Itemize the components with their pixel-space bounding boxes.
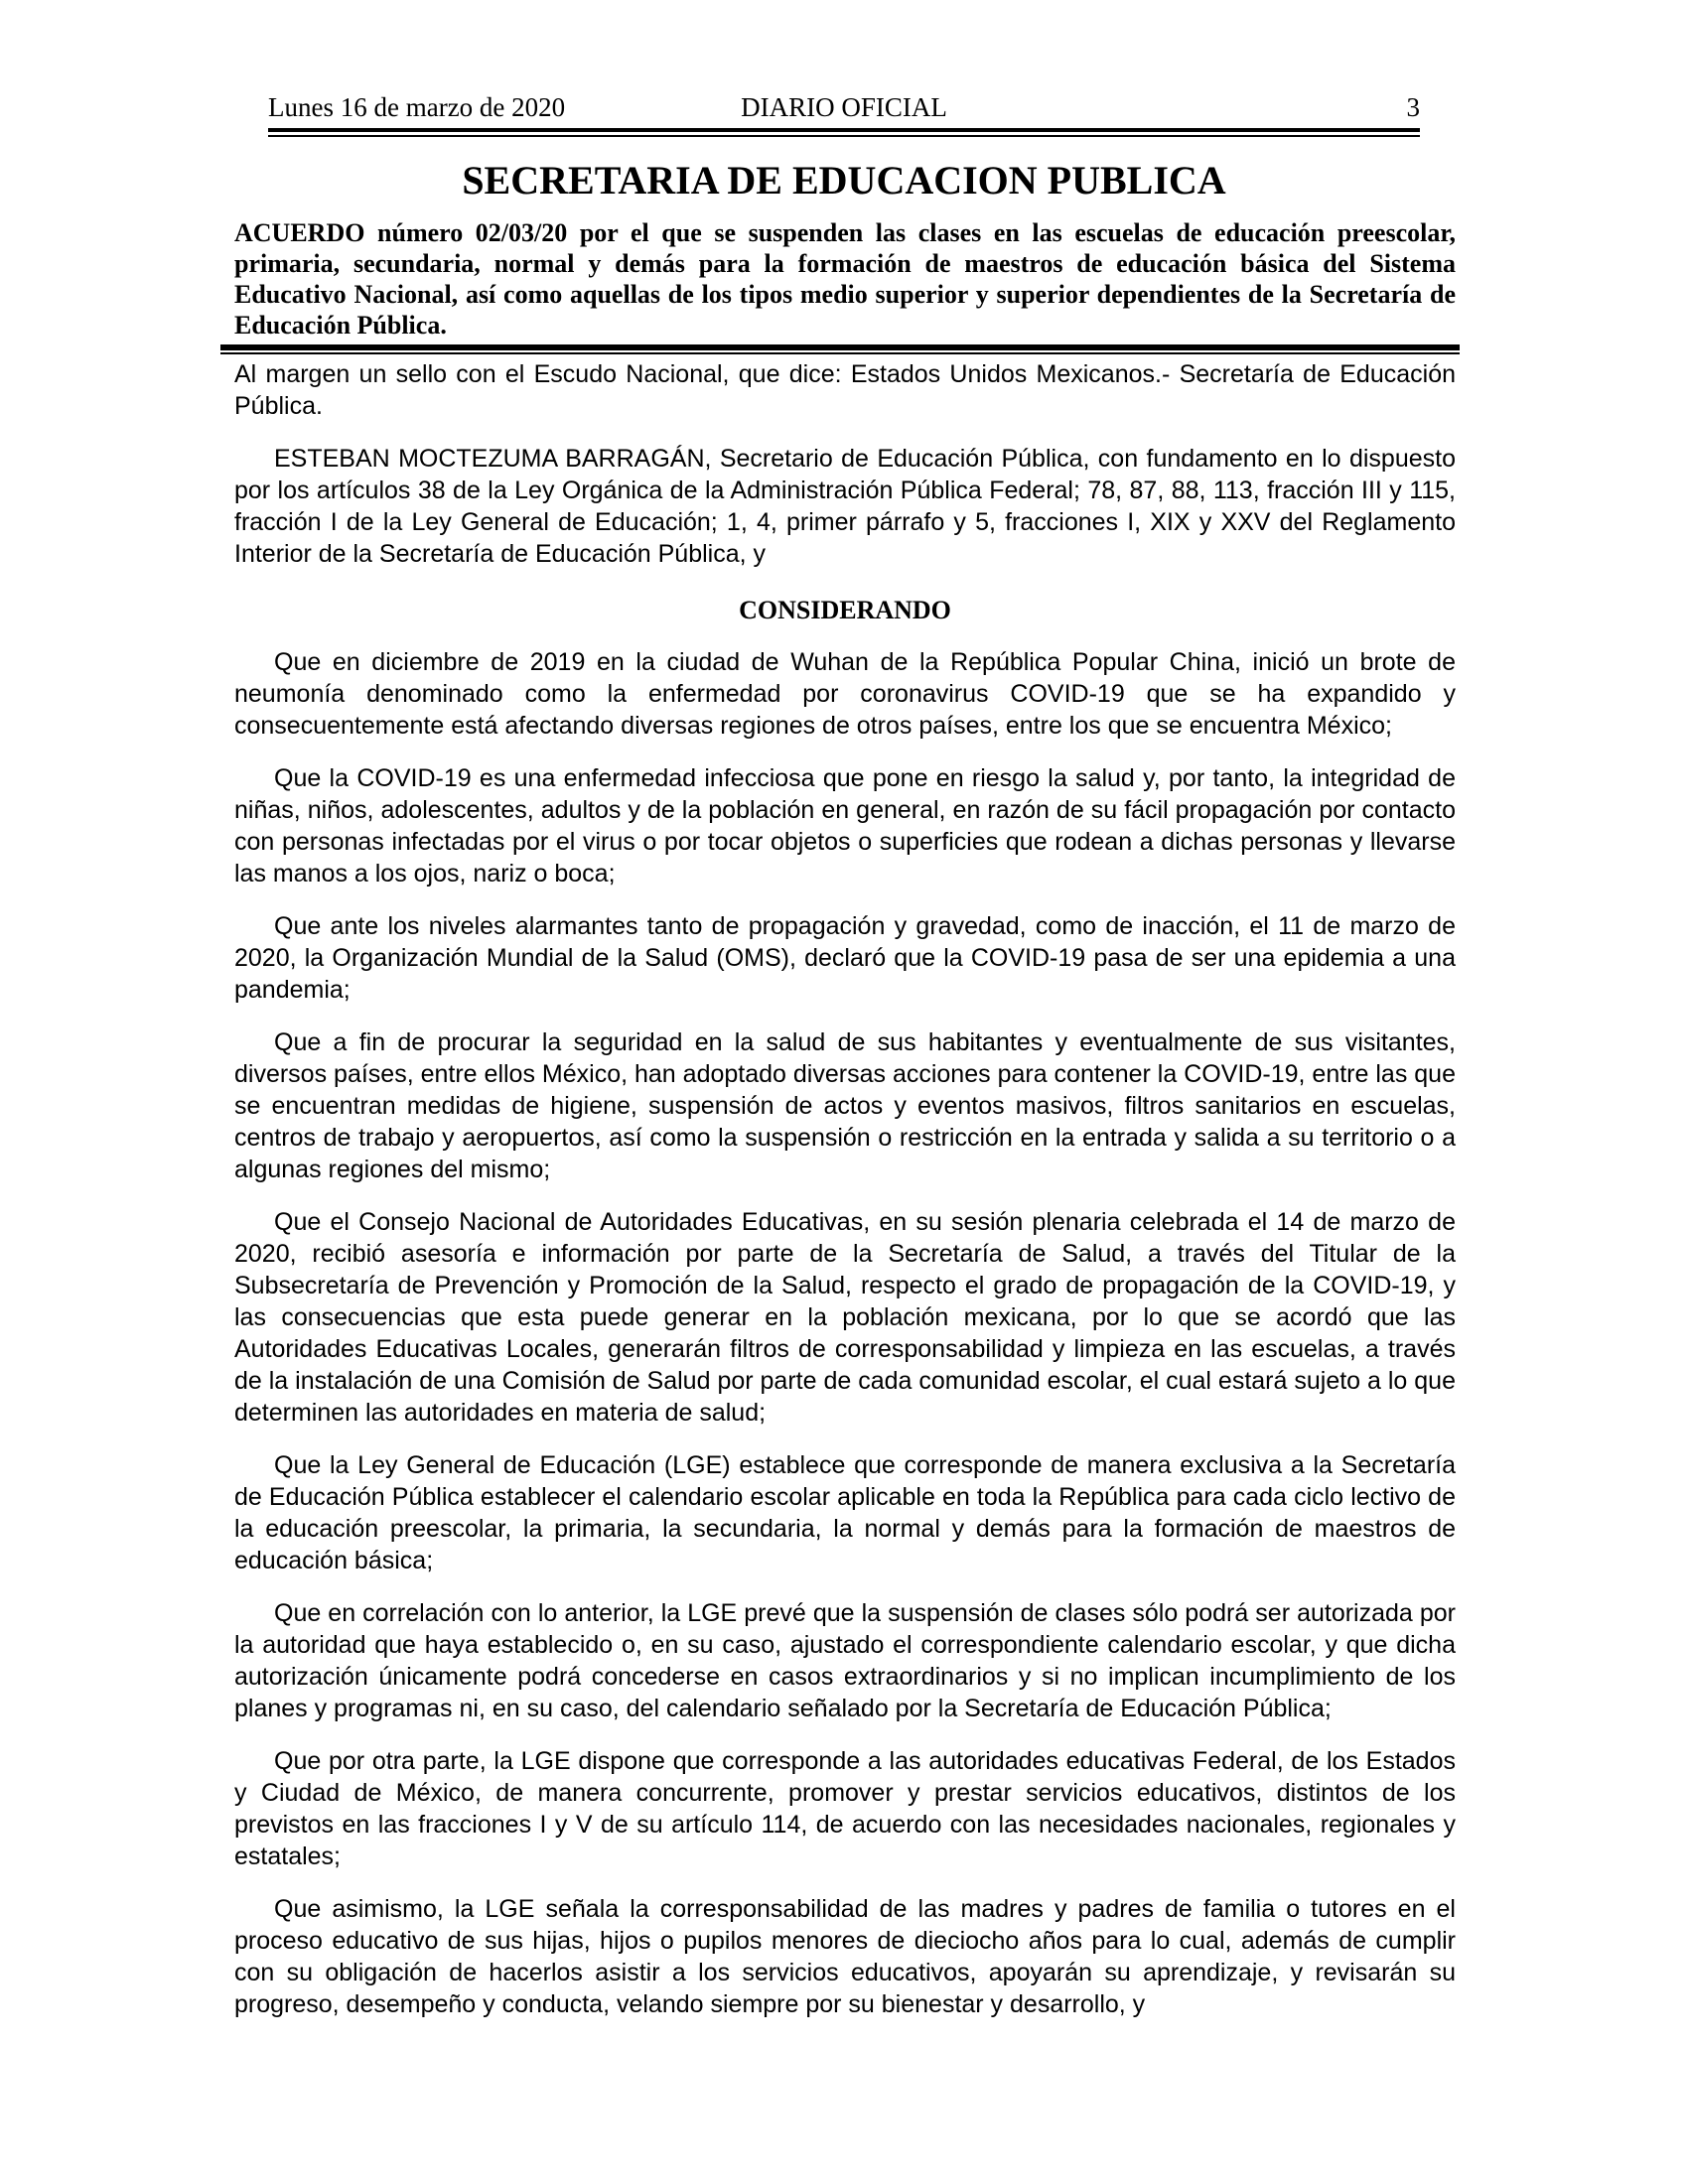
considerando-paragraph-7: Que en correlación con lo anterior, la LGE prevé que la suspensión de clases sólo podrá ser autorizada por la autoridad que haya establecido o, en su caso, ajustado el correspondiente calendario escolar, y que dicha autorización únicamente podrá concederse en casos extraordinarios y si no implican incumplimiento de los planes y programas ni, en su caso, del calendario señalado por la Secretaría de Educación Pública; <box>234 1599 1456 1722</box>
header-publication: DIARIO OFICIAL <box>741 92 947 122</box>
considerando-paragraph-3: Que ante los niveles alarmantes tanto de propagación y gravedad, como de inacción, el 11 de marzo de 2020, la Organización Mundial de la Salud (OMS), declaró que la COVID-19 pasa de ser una epidemia a una pandemia; <box>234 912 1456 1004</box>
header-date: Lunes 16 de marzo de 2020 <box>268 92 566 122</box>
considerando-paragraph-1: Que en diciembre de 2019 en la ciudad de Wuhan de la República Popular China, inició un brote de neumonía denominado como la enfermedad por coronavirus COVID-19 que se ha expandido y consecuentemente está afectando diversas regiones de otros países, entre los que se encuentra México; <box>234 648 1456 740</box>
considerando-paragraph-4: Que a fin de procurar la seguridad en la salud de sus habitantes y eventualmente de sus visitantes, diversos países, entre ellos México, han adoptado diversas acciones para contener la COVID-19, entre las que se encuentran medidas de higiene, suspensión de actos y eventos masivos, filtros sanitarios en escuelas, centros de trabajo y aeropuertos, así como la suspensión o restricción en la entrada y salida a su territorio o a algunas regiones del mismo; <box>234 1028 1456 1183</box>
considerando-paragraph-6: Que la Ley General de Educación (LGE) establece que corresponde de manera exclusiva a la Secretaría de Educación Pública establecer el calendario escolar aplicable en toda la República para cada ciclo lectivo de la educación preescolar, la primaria, la secundaria, la normal y demás para la formación de maestros de educación básica; <box>234 1451 1456 1574</box>
considerando-paragraph-9: Que asimismo, la LGE señala la corresponsabilidad de las madres y padres de familia o tutores en el proceso educativo de sus hijas, hijos o pupilos menores de dieciocho años para lo cual, además de cumplir con su obligación de hacerlos asistir a los servicios educativos, apoyarán su aprendizaje, y revisarán su progreso, desempeño y conducta, velando siempre por su bienestar y desarrollo, y <box>234 1895 1456 2018</box>
acuerdo-rule <box>220 344 1460 354</box>
header-rule <box>268 128 1420 137</box>
paragraph-fundamento: ESTEBAN MOCTEZUMA BARRAGÁN, Secretario de Educación Pública, con fundamento en lo dispuesto por los artículos 38 de la Ley Orgánica de la Administración Pública Federal; 78, 87, 88, 113, fracción III y 115, fracción I de la Ley General de Educación; 1, 4, primer párrafo y 5, fracciones I, XIX y XXV del Reglamento Interior de la Secretaría de Educación Pública, y <box>234 445 1456 568</box>
considerando-paragraph-8: Que por otra parte, la LGE dispone que corresponde a las autoridades educativas Federal, de los Estados y Ciudad de México, de manera concurrente, promover y prestar servicios educativos, distintos de los previstos en las fracciones I y V de su artículo 114, de acuerdo con las necesidades nacionales, regionales y estatales; <box>234 1747 1456 1870</box>
considerando-paragraph-2: Que la COVID-19 es una enfermedad infecciosa que pone en riesgo la salud y, por tanto, la integridad de niñas, niños, adolescentes, adultos y de la población en general, en razón de su fácil propagación por contacto con personas infectadas por el virus o por tocar objetos o superficies que rodean a dichas personas y llevarse las manos a los ojos, nariz o boca; <box>234 764 1456 887</box>
considerando-paragraph-5: Que el Consejo Nacional de Autoridades Educativas, en su sesión plenaria celebrada el 14 de marzo de 2020, recibió asesoría e información por parte de la Secretaría de Salud, a través del Titular de la Subsecretaría de Prevención y Promoción de la Salud, respecto el grado de propagación de la COVID-19, y las consecuencias que esta puede generar en la población mexicana, por lo que se acordó que las Autoridades Educativas Locales, generarán filtros de corresponsabilidad y limpieza en las escuelas, a través de la instalación de una Comisión de Salud por parte de cada comunidad escolar, el cual estará sujeto a lo que determinen las autoridades en materia de salud; <box>234 1208 1456 1427</box>
considerando-heading: CONSIDERANDO <box>739 596 951 624</box>
running-header <box>268 91 1420 123</box>
paragraph-al-margen: Al margen un sello con el Escudo Nacional, que dice: Estados Unidos Mexicanos.- Secretaría de Educación Pública. <box>234 360 1456 420</box>
header-page-number: 3 <box>1406 92 1420 122</box>
document-body <box>234 358 1456 2020</box>
acuerdo-summary: ACUERDO número 02/03/20 por el que se suspenden las clases en las escuelas de educación preescolar, primaria, secundaria, normal y demás para la formación de maestros de educación básica del Sistema Educativo Nacional, así como aquellas de los tipos medio superior y superior dependientes de la Secretaría de Educación Pública. <box>234 218 1456 340</box>
section-title: SECRETARIA DE EDUCACION PUBLICA <box>462 158 1226 203</box>
